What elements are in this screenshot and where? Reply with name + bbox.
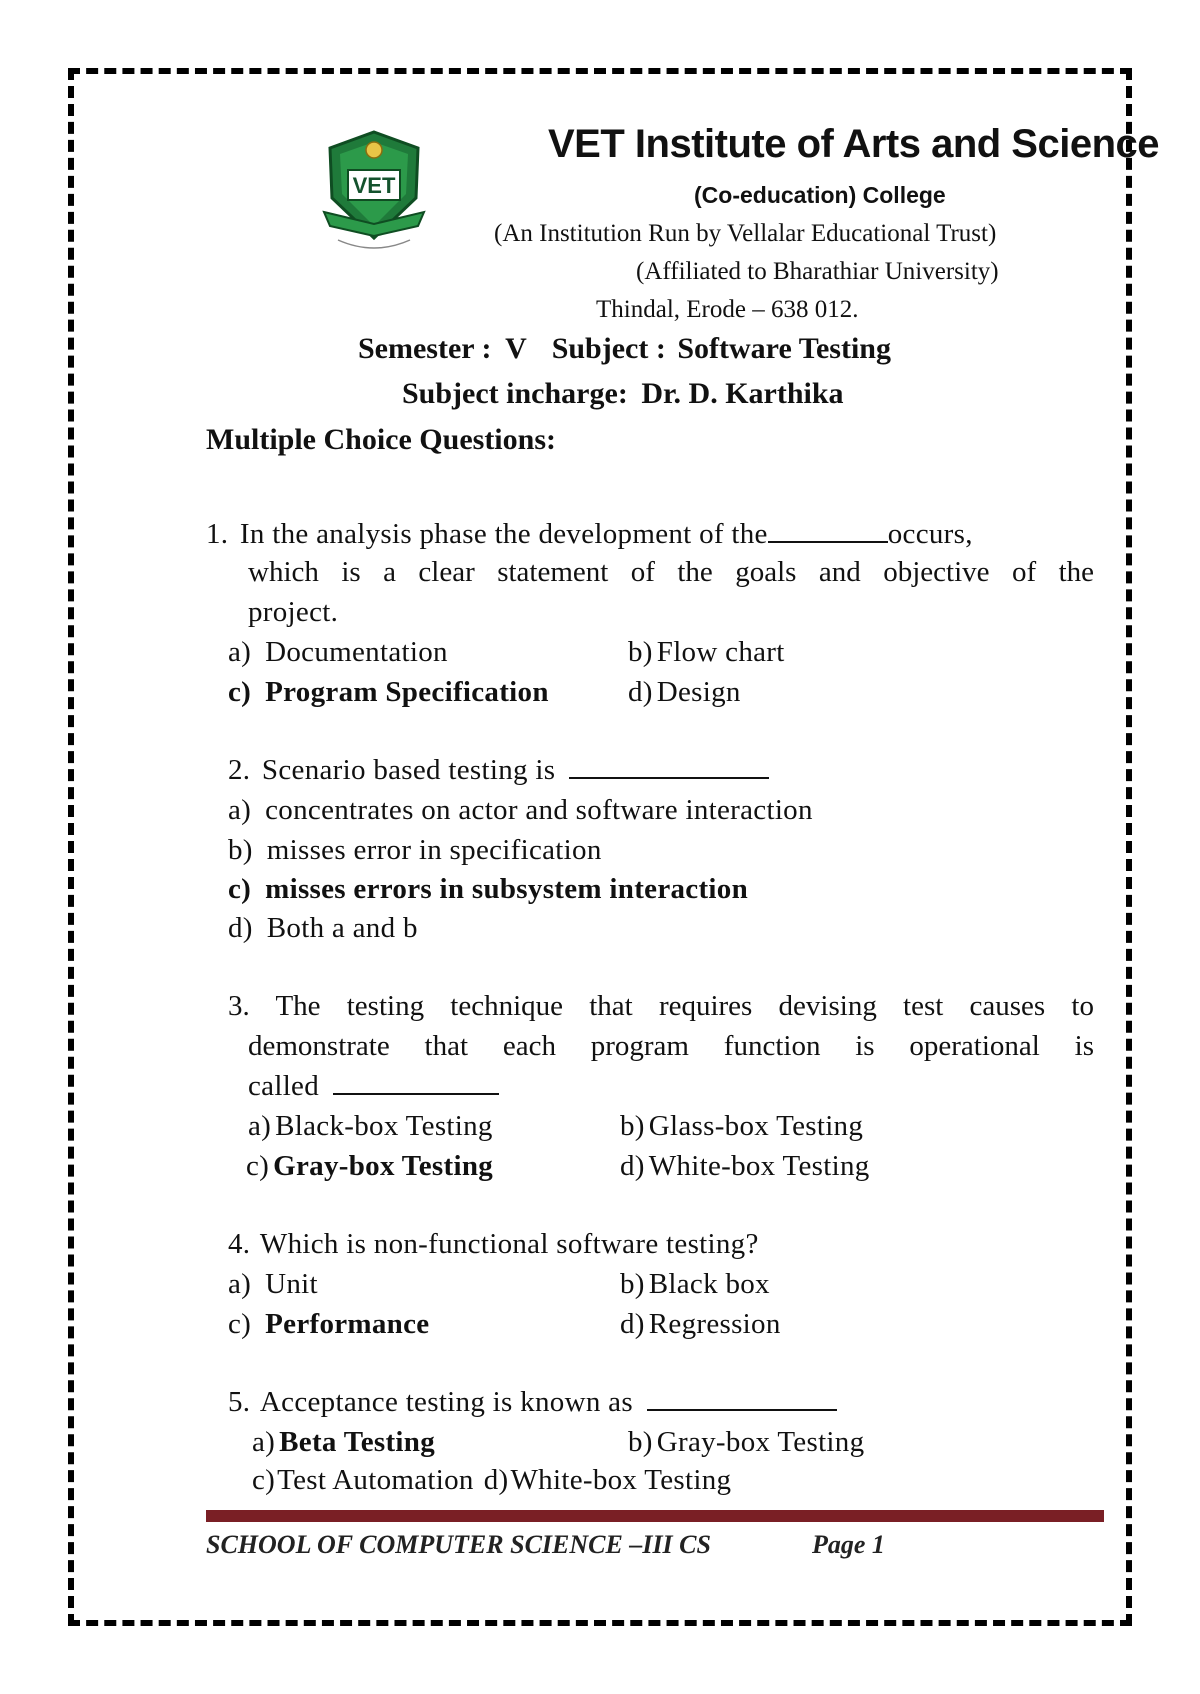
option-text: Test Automation bbox=[277, 1464, 474, 1496]
answer-blank bbox=[569, 755, 769, 779]
subject-value: Software Testing bbox=[677, 332, 891, 365]
option-label: b) bbox=[628, 1426, 653, 1458]
svg-text:VET: VET bbox=[352, 173, 396, 198]
option-text: misses errors in subsystem interaction bbox=[265, 873, 749, 905]
subject-incharge-line bbox=[402, 377, 844, 411]
option-text: Black-box Testing bbox=[275, 1110, 493, 1142]
option-label: a) bbox=[248, 1110, 272, 1142]
option-c-correct bbox=[228, 676, 549, 709]
answer-blank bbox=[333, 1071, 499, 1095]
section-title: Multiple Choice Questions: bbox=[206, 423, 556, 456]
option-label: b) bbox=[628, 636, 653, 668]
question-number: 2. bbox=[228, 754, 251, 786]
option-b bbox=[628, 1426, 864, 1459]
question-1-line-1 bbox=[206, 518, 973, 551]
question-number: 1. bbox=[206, 518, 229, 550]
option-text: Performance bbox=[265, 1308, 430, 1340]
option-label: d) bbox=[483, 1464, 509, 1496]
institute-affiliation: (Affiliated to Bharathiar University) bbox=[636, 258, 999, 285]
question-text: Acceptance testing is known as bbox=[259, 1386, 633, 1418]
option-b bbox=[620, 1110, 863, 1143]
question-2 bbox=[228, 754, 769, 787]
option-text: Both a and b bbox=[266, 912, 418, 944]
question-text: called bbox=[248, 1070, 320, 1102]
question-1-line-2: which is a clear statement of the goals and objective of the bbox=[248, 556, 1094, 588]
question-4 bbox=[228, 1228, 759, 1261]
question-3-line-3 bbox=[248, 1070, 499, 1103]
answer-blank bbox=[768, 519, 888, 543]
semester-subject-line bbox=[358, 332, 891, 366]
question-5 bbox=[228, 1386, 837, 1419]
question-text: In the analysis phase the development of the bbox=[239, 518, 768, 550]
option-a bbox=[228, 636, 448, 669]
question-text: Scenario based testing is bbox=[261, 754, 556, 786]
institute-address: Thindal, Erode – 638 012. bbox=[596, 296, 859, 323]
option-b bbox=[228, 834, 602, 867]
footer-school: SCHOOL OF COMPUTER SCIENCE –III CS bbox=[206, 1530, 711, 1559]
option-label: b) bbox=[620, 1110, 645, 1142]
option-text: Black box bbox=[648, 1268, 770, 1300]
option-label: b) bbox=[228, 834, 253, 866]
option-a bbox=[228, 1268, 318, 1301]
option-a bbox=[248, 1110, 493, 1143]
option-label: d) bbox=[228, 912, 253, 944]
incharge-value: Dr. D. Karthika bbox=[641, 377, 844, 410]
option-d bbox=[620, 1150, 870, 1183]
semester-value: V bbox=[505, 332, 527, 365]
option-d bbox=[620, 1308, 781, 1341]
option-text: Unit bbox=[265, 1268, 318, 1300]
institute-run-by: (An Institution Run by Vellalar Educational Trust) bbox=[494, 220, 997, 247]
option-c-correct bbox=[246, 1150, 493, 1183]
option-label: d) bbox=[620, 1308, 645, 1340]
question-number: 4. bbox=[228, 1228, 251, 1260]
option-label: a) bbox=[228, 794, 252, 826]
option-text: Flow chart bbox=[656, 636, 785, 668]
option-text: White-box Testing bbox=[510, 1464, 732, 1496]
question-text: Which is non-functional software testing? bbox=[259, 1228, 759, 1260]
option-label: a) bbox=[228, 1268, 252, 1300]
question-number: 3. bbox=[228, 990, 250, 1022]
option-a-correct bbox=[252, 1426, 435, 1459]
option-label: c) bbox=[252, 1464, 276, 1496]
option-b bbox=[620, 1268, 770, 1301]
option-d bbox=[628, 676, 741, 709]
option-c-correct bbox=[228, 873, 748, 906]
option-label: c) bbox=[228, 676, 252, 708]
question-3-line-1 bbox=[228, 990, 1094, 1023]
option-text: White-box Testing bbox=[648, 1150, 870, 1182]
option-text: Design bbox=[656, 676, 741, 708]
question-1-line-3: project. bbox=[248, 596, 339, 628]
option-text: concentrates on actor and software interaction bbox=[265, 794, 813, 826]
option-label: a) bbox=[252, 1426, 276, 1458]
option-text: Beta Testing bbox=[279, 1426, 436, 1458]
question-3-line-2: demonstrate that each program function is operational is bbox=[248, 1030, 1094, 1062]
option-label: c) bbox=[228, 1308, 252, 1340]
semester-label: Semester : bbox=[358, 332, 492, 365]
incharge-label: Subject incharge: bbox=[402, 377, 628, 410]
options-c-d bbox=[252, 1464, 731, 1497]
option-d bbox=[228, 912, 418, 945]
option-a bbox=[228, 794, 813, 827]
question-number: 5. bbox=[228, 1386, 251, 1418]
option-text: Gray-box Testing bbox=[273, 1150, 494, 1182]
subject-label: Subject : bbox=[551, 332, 666, 365]
option-label: a) bbox=[228, 636, 252, 668]
option-label: d) bbox=[620, 1150, 645, 1182]
option-text: Documentation bbox=[265, 636, 448, 668]
institute-name: VET Institute of Arts and Science bbox=[548, 122, 1160, 166]
option-text: Regression bbox=[648, 1308, 781, 1340]
option-label: c) bbox=[228, 873, 252, 905]
option-c-correct bbox=[228, 1308, 429, 1341]
option-text: Program Specification bbox=[265, 676, 549, 708]
option-text: misses error in specification bbox=[266, 834, 602, 866]
footer-bar bbox=[206, 1510, 1104, 1522]
option-text: Glass-box Testing bbox=[648, 1110, 864, 1142]
option-label: b) bbox=[620, 1268, 645, 1300]
option-text: Gray-box Testing bbox=[656, 1426, 865, 1458]
footer-page-number: Page 1 bbox=[812, 1530, 885, 1559]
option-b bbox=[628, 636, 785, 669]
answer-blank bbox=[647, 1387, 837, 1411]
institute-type: (Co-education) College bbox=[694, 182, 946, 208]
question-text: The testing technique that requires devising test causes to bbox=[275, 990, 1094, 1022]
college-logo bbox=[318, 128, 430, 256]
option-label: c) bbox=[246, 1150, 270, 1182]
option-label: d) bbox=[628, 676, 653, 708]
question-text: occurs, bbox=[887, 518, 973, 550]
